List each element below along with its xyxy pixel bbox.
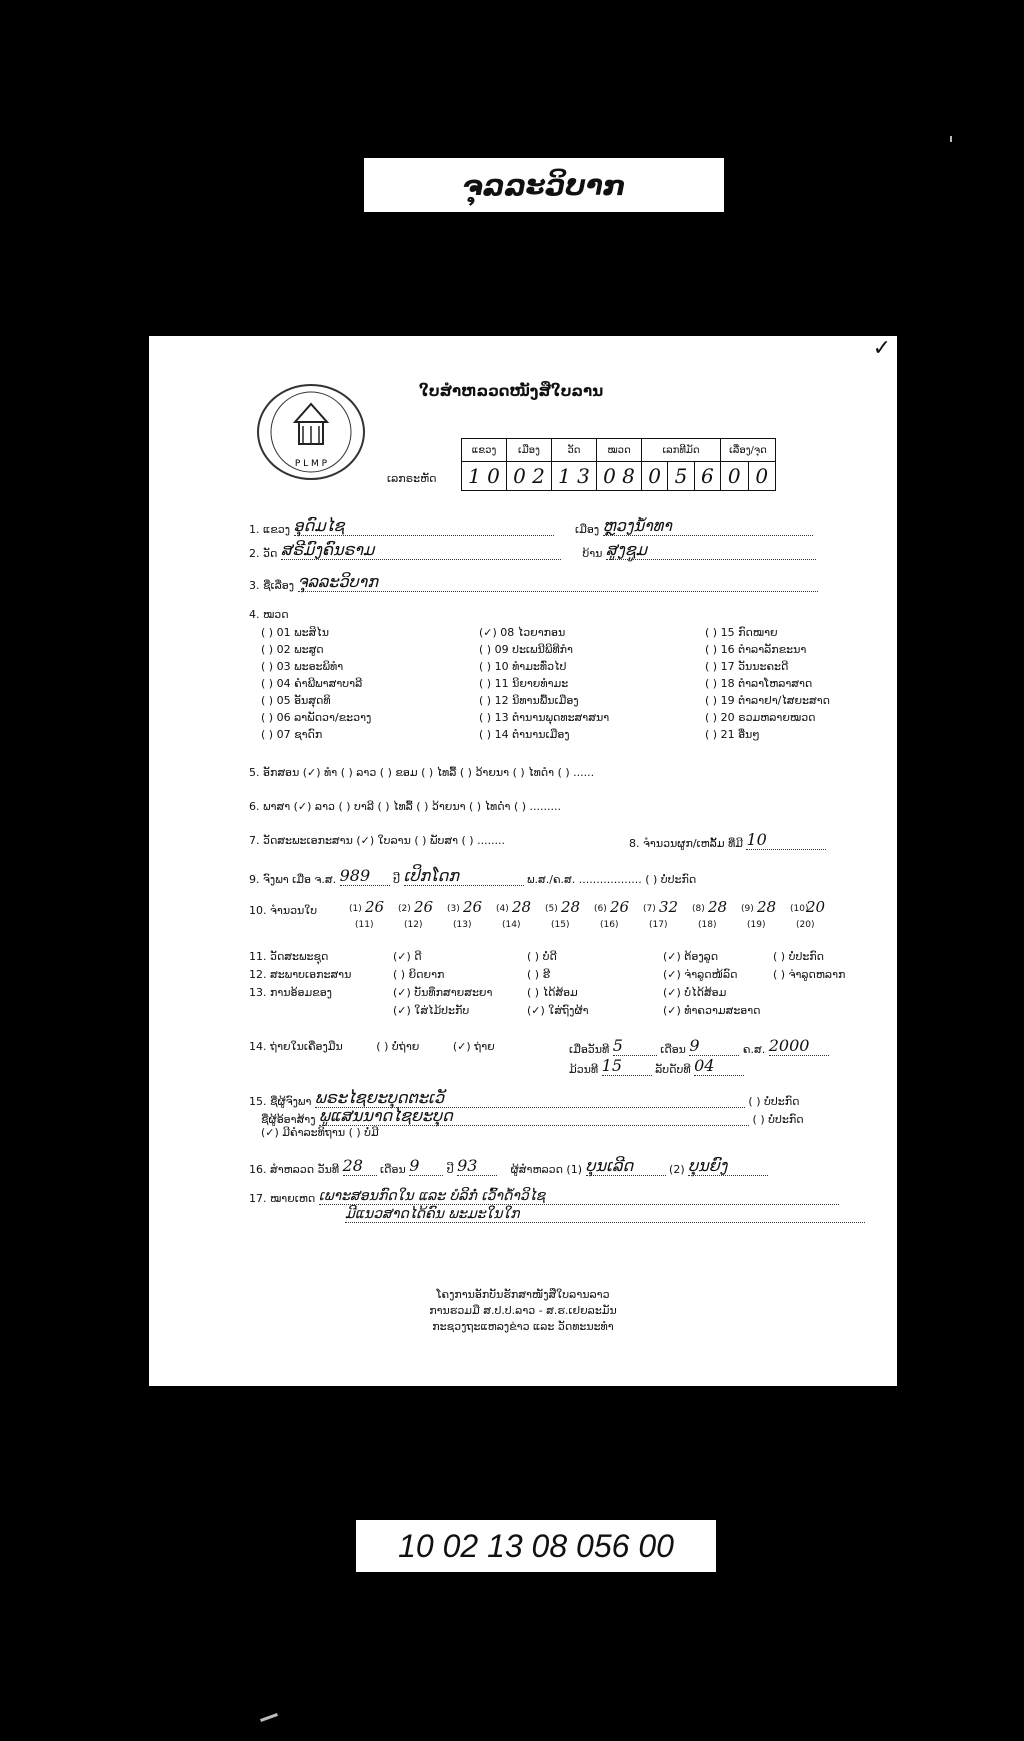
leaf-count-cell (790, 898, 836, 934)
leaf-count-cell (349, 898, 395, 934)
leaf-count-cell (692, 898, 738, 934)
fascicle-number-second: (18) (698, 920, 717, 930)
scan-speck (950, 136, 952, 142)
remarks-line-1: ເພາະສອນກົດໃນ ແລະ ບໍລິກໍ່ ເວົ້າດໍ້າວິໄຊ (319, 1188, 839, 1205)
field-prayer: (✓) ມີຄຳລະທິຖານ ( ) ບໍ່ມີ (261, 1126, 379, 1139)
corner-check-mark: ✓ (872, 336, 891, 361)
conservation-option: (✓) ບໍ່ໄດ້ສ້ອມ (663, 986, 727, 999)
field-temple: 2. ວັດ ສຣີມົງຄົນຣາມ ບ້ານ ສູງຊູມ (249, 540, 816, 560)
category-option: ( ) 02 ພະສູດ (261, 643, 324, 656)
category-option: ( ) 12 ນິທານພື້ນເມືອງ (479, 694, 579, 707)
leaf-count-cell (643, 898, 689, 934)
field-category-label: 4. ໝວດ (249, 608, 289, 621)
fascicle-number: (4) (496, 904, 509, 914)
code-table (461, 438, 776, 491)
copy-year-value: 989 (340, 866, 390, 886)
code-digit: 5 (668, 462, 694, 491)
category-option: ( ) 14 ຕຳນານເມືອງ (479, 728, 570, 741)
village-value: ສູງຊູມ (606, 540, 816, 560)
field-fascicle-count: 8. ຈຳນວນຜູກ/ເຫລັ້ມ ທີ່ມີ 10 (629, 830, 826, 850)
code-header: ໝວດ (597, 439, 642, 462)
leaf-count-cell (398, 898, 444, 934)
code-digit: 0 (748, 462, 776, 491)
footer-cooperation: ການຮວມມື ສ.ປ.ປ.ລາວ - ສ.ຮ.ເຢຍລະມັນ (429, 1304, 617, 1317)
state-option: ( ) ຈ່າລູດຫລາກ (773, 968, 846, 981)
microfilm-order: 04 (694, 1056, 744, 1076)
state-option: (✓) ຈ່າລູດໜ້ລົດ (663, 968, 738, 981)
fascicle-number-second: (11) (355, 920, 374, 930)
leaf-count-value: 20 (806, 898, 826, 916)
fascicle-number: (6) (594, 904, 607, 914)
code-header: ເລກທີມັດ (642, 439, 721, 462)
category-option: ( ) 19 ຕຳລາຢາ/ໄສຍະສາດ (705, 694, 831, 707)
category-option: ( ) 15 ກົດໝາຍ (705, 626, 778, 639)
plmp-logo-icon (259, 386, 363, 478)
copyist-value: ພຣະໄຊຍະບຸດຕະເວັ (315, 1088, 745, 1108)
district-value: ຫຼວງນ້ຳທາ (603, 516, 813, 536)
category-option: ( ) 13 ຕຳນານພຸດທະສາສນາ (479, 711, 610, 724)
field-remarks-cont (345, 1206, 865, 1223)
category-option: ( ) 17 ວັນນະຄະດີ (705, 660, 789, 673)
code-header: ເລື່ອງ/ຈຸດ (721, 439, 776, 462)
code-digits: 1 0 (462, 462, 507, 491)
fascicle-number-second: (20) (796, 920, 815, 930)
plmp-logo (257, 384, 365, 480)
sponsor-value: ພູແສນນາດໄຊຍະບຸດ (319, 1106, 749, 1126)
surveyor-2: ບຸນຍົງ (688, 1156, 768, 1176)
category-option: ( ) 07 ຊາດົກ (261, 728, 323, 741)
surveyor-1: ບຸນເລີດ (586, 1156, 666, 1176)
survey-day: 28 (343, 1156, 377, 1176)
microfilm-year: 2000 (769, 1036, 829, 1056)
field-survey-date: 16. ສຳຫລວດ ວັນທີ 28 ເດືອນ 9 ປີ 93 ຜູ້ສຳຫລວດ (1) ບຸນເລີດ (2) ບຸນຍົງ (249, 1156, 768, 1176)
field-language: 6. ພາສາ (✓) ລາວ ( ) ບາລີ ( ) ໄທລື້ ( ) ວ້າຍນາ ( ) ໄທດຳ ( ) ......... (249, 800, 562, 813)
code-digits: 0 8 (597, 462, 642, 491)
code-digits: 1 3 (552, 462, 597, 491)
field-leaf-count: 10. ຈຳນວນໃບ (249, 904, 318, 917)
fascicle-number-second: (12) (404, 920, 423, 930)
fascicle-number: (8) (692, 904, 705, 914)
microfilm-day: 5 (613, 1036, 657, 1056)
fascicle-number-second: (13) (453, 920, 472, 930)
fascicle-number: (3) (447, 904, 460, 914)
temple-value: ສຣີມົງຄົນຣາມ (281, 540, 561, 560)
conservation-option: (✓) ທຳຄວາມສະອາດ (663, 1004, 761, 1017)
form-title: ໃບສຳຫລວດໜັງສືໃບລານ (419, 382, 604, 400)
leaf-count-value: 26 (463, 898, 483, 916)
field-remarks: 17. ໝາຍເຫດ ເພາະສອນກົດໃນ ແລະ ບໍລິກໍ່ ເວົ້າດໍ້າວິໄຊ (249, 1188, 839, 1205)
category-option: ( ) 20 ຣວມຫລາຍໝວດ (705, 711, 816, 724)
leaf-count-value: 28 (708, 898, 728, 916)
code-digits: 0 2 (507, 462, 552, 491)
field-material: 7. ວັດສະພະເອກະສານ (✓) ໃບລານ ( ) ພັບສາ ( ) ........ (249, 834, 506, 847)
fascicle-number: (10) (790, 904, 809, 914)
survey-form-sheet (149, 336, 897, 1386)
field-sponsor: ຊື່ຜູ້ອ້ອາສ້າງ ພູແສນນາດໄຊຍະບຸດ ( ) ບໍ່ປະກົດ (261, 1106, 804, 1126)
category-option: ( ) 10 ທຳມະທົ່ວໄປ (479, 660, 567, 673)
category-option: ( ) 06 ລາພັດວາ/ຂະວາງ (261, 711, 372, 724)
fascicle-number: (1) (349, 904, 362, 914)
fascicle-number-second: (16) (600, 920, 619, 930)
copy-cycle-value: ເປິກໂດກ (404, 866, 524, 886)
code-label: ເລກຣະຫັດ (387, 472, 437, 485)
conservation-option: (✓) ໃສ່ໄມ້ປະກັບ (393, 1004, 470, 1017)
leaf-count-cell (496, 898, 542, 934)
microfilm-roll: 15 (602, 1056, 652, 1076)
conservation-option: (✓) ບັນທຶກສາຍສະຍາ (393, 986, 493, 999)
conservation-option: ( ) ໄດ້ສ້ອມ (527, 986, 578, 999)
field-microfilm-roll: ມ້ວນທີ 15 ລັບດັບທີ 04 (569, 1056, 744, 1076)
title-value: ຈຸລລະວິບາກ (298, 572, 818, 592)
fascicle-number-second: (14) (502, 920, 521, 930)
field-copyist: 15. ຊື່ຜູ້ຈົງພາ ພຣະໄຊຍະບຸດຕະເວັ ( ) ບໍ່ປະກົດ (249, 1088, 800, 1108)
field-microfilm: 14. ຖ່າຍໃນເຄື່ອງມືນ ( ) ບໍ່ຖ່າຍ (✓) ຖ່າຍ (249, 1040, 495, 1053)
field-title: 3. ຊື່ເລື່ອງ ຈຸລລະວິບາກ (249, 572, 818, 592)
category-option: ( ) 18 ຕຳລາໂຫລາສາດ (705, 677, 813, 690)
scan-speck (260, 1713, 278, 1722)
remarks-line-2: ມີແນວສາດໄດ້ຄົນ ພະມະໃນໃກ (345, 1206, 865, 1223)
fascicle-count-value: 10 (746, 830, 826, 850)
leaf-count-value: 28 (561, 898, 581, 916)
code-digit: 0 (721, 462, 749, 491)
footer-ministry: ກະຊວງຖະແຫລງຂ່າວ ແລະ ວັດທະນະທຳ (432, 1320, 614, 1333)
leaf-count-value: 32 (659, 898, 679, 916)
leaf-count-cell (545, 898, 591, 934)
field-conservation-label: 13. ການອ້ອມຂອງ (249, 986, 332, 999)
code-header: ເມືອງ (507, 439, 552, 462)
fascicle-number: (9) (741, 904, 754, 914)
state-option: ( ) ຍິດຍາກ (393, 968, 445, 981)
category-option: (✓) 08 ໄວຍາກອນ (479, 626, 566, 639)
footer-program: ໂຄງການອັກບັນຮັກສາໜັງສືໃບລານລາວ (436, 1288, 610, 1301)
microfilm-month: 9 (689, 1036, 739, 1056)
leaf-count-value: 28 (757, 898, 777, 916)
field-condition-label: 11. ວັດສະພະຊຸດ (249, 950, 329, 963)
conservation-option: (✓) ໃສ່ຖົງຜ້າ (527, 1004, 589, 1017)
leaf-count-row (349, 898, 889, 934)
fascicle-number-second: (15) (551, 920, 570, 930)
category-option: ( ) 04 ຄຳພີພາສາບາລີ (261, 677, 363, 690)
field-copy-date: 9. ຈົງພາ ເມື່ອ ຈ.ສ. 989 ປີ ເປິກໂດກ ພ.ສ./ຄ.ສ. .................. ( ) ບໍ່ປະກົດ (249, 866, 697, 886)
code-header: ວັດ (552, 439, 597, 462)
category-option: ( ) 21 ອື່ນໆ (705, 728, 760, 741)
fascicle-number: (5) (545, 904, 558, 914)
field-microfilm-date: ເມື່ອວັນທີ 5 ເດືອນ 9 ຄ.ສ. 2000 (569, 1036, 829, 1056)
survey-month: 9 (409, 1156, 443, 1176)
condition-option: ( ) ບໍ່ປະກົດ (773, 950, 825, 963)
category-option: ( ) 16 ຕຳລາລັກຂະນາ (705, 643, 807, 656)
field-province: 1. ແຂວງ ອຸດົມໄຊ ເມືອງ ຫຼວງນ້ຳທາ (249, 516, 813, 536)
condition-option: (✓) ດີ (393, 950, 422, 963)
leaf-count-value: 26 (610, 898, 630, 916)
leaf-count-value: 26 (414, 898, 434, 916)
fascicle-number: (7) (643, 904, 656, 914)
survey-year: 93 (457, 1156, 497, 1176)
fascicle-number-second: (19) (747, 920, 766, 930)
code-digit: 6 (694, 462, 720, 491)
code-digit: 0 (642, 462, 668, 491)
code-header: ແຂວງ (462, 439, 507, 462)
category-option: ( ) 01 ພະສິໄນ (261, 626, 329, 639)
field-state-label: 12. ສະພາບເອກະສານ (249, 968, 352, 981)
condition-option: (✓) ຕ້ອງລູດ (663, 950, 719, 963)
category-option: ( ) 09 ປະເພນີພິທີກຳ (479, 643, 573, 656)
state-option: ( ) ຮີ (527, 968, 551, 981)
category-option: ( ) 05 ອັນສຸດທິ (261, 694, 331, 707)
category-option: ( ) 03 ພະອະພິທຳ (261, 660, 344, 673)
leaf-count-value: 26 (365, 898, 385, 916)
svg-text:P L M P: P L M P (294, 459, 328, 469)
leaf-count-cell (594, 898, 640, 934)
document-title-label: ຈຸລລະວິບາກ (364, 158, 724, 212)
leaf-count-cell (447, 898, 493, 934)
province-value: ອຸດົມໄຊ (294, 516, 554, 536)
leaf-count-value: 28 (512, 898, 532, 916)
fascicle-number: (2) (398, 904, 411, 914)
field-script: 5. ອັກສອນ (✓) ທຳ ( ) ລາວ ( ) ຂອມ ( ) ໄທລື້ ( ) ວ້າຍນາ ( ) ໄທດຳ ( ) ...... (249, 766, 595, 779)
manuscript-code-label: 10 02 13 08 056 00 (356, 1520, 716, 1572)
fascicle-number-second: (17) (649, 920, 668, 930)
leaf-count-cell (741, 898, 787, 934)
condition-option: ( ) ບໍ່ດີ (527, 950, 557, 963)
category-option: ( ) 11 ນິຍາຍທຳມະ (479, 677, 569, 690)
